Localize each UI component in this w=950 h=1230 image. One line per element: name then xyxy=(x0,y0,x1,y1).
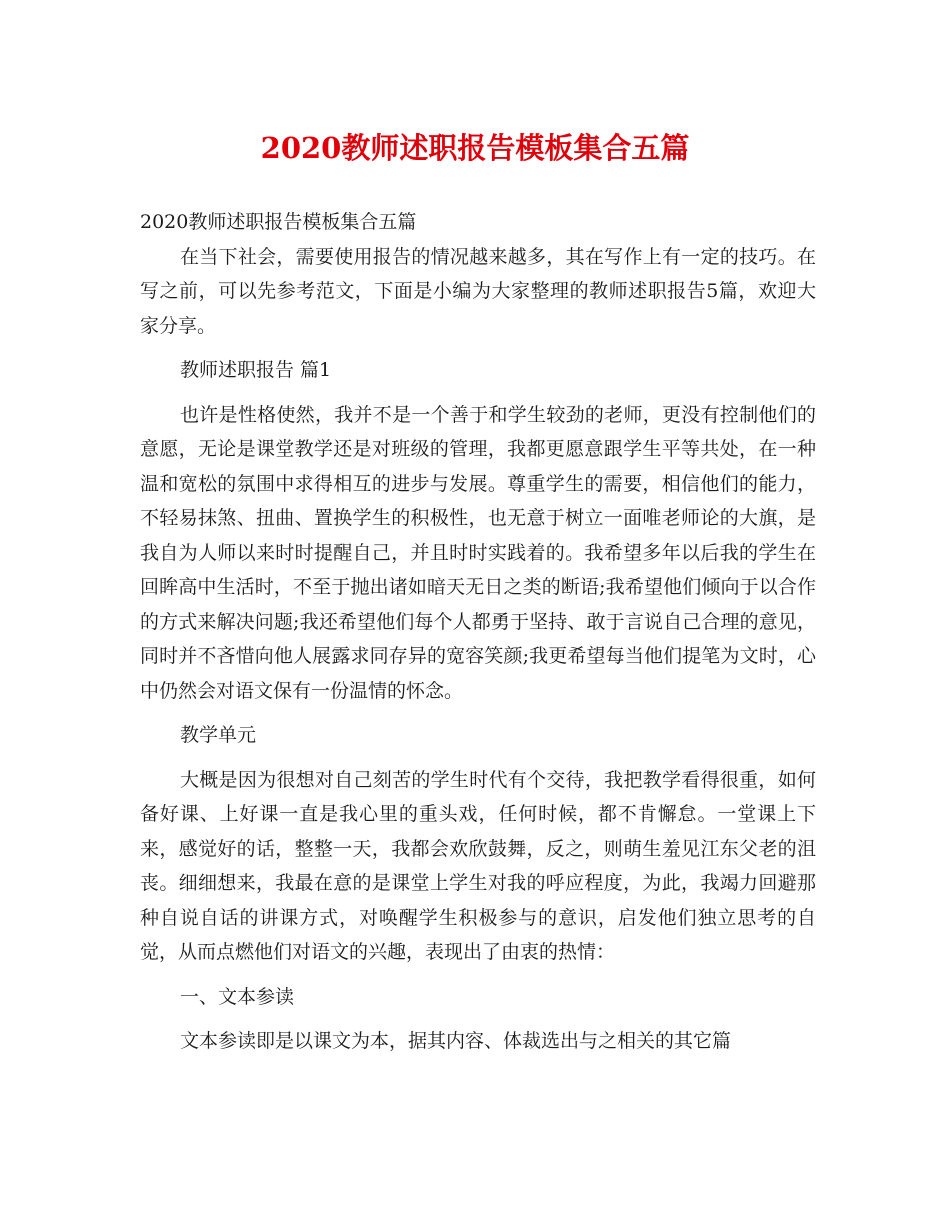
document-body xyxy=(140,205,816,1069)
body-paragraph-2: 大概是因为很想对自己刻苦的学生时代有个交待，我把教学看得很重，如何备好课、上好课一直是我心里的重头戏，任何时候，都不肯懈怠。一堂课上下来，感觉好的话，整整一天，我都会欢欣鼓舞，反之，则萌生羞见江东父老的沮丧。细细想来，我最在意的是课堂上学生对我的呼应程度，为此，我竭力回避那种自说自话的讲课方式，对唤醒学生积极参与的意识，启发他们独立思考的自觉，从而点燃他们对语文的兴趣，表现出了由衷的热情： xyxy=(140,768,816,963)
section-heading-1: 教师述职报告 篇1 xyxy=(180,359,332,381)
section-heading-text-reading: 一、文本参读 xyxy=(180,985,295,1008)
section-heading-teaching-unit: 教学单元 xyxy=(180,724,257,746)
body-paragraph-1: 也许是性格使然，我并不是一个善于和学生较劲的老师，更没有控制他们的意愿，无论是课堂教学还是对班级的管理，我都更愿意跟学生平等共处，在一种温和宽松的氛围中求得相互的进步与发展。尊重学生的需要，相信他们的能力，不轻易抹煞、扭曲、置换学生的积极性，也无意于树立一面唯老师论的大旗，是我自为人师以来时时提醒自己，并且时时实践着的。我希望多年以后我的学生在回眸高中生活时，不至于抛出诸如暗天无日之类的断语;我希望他们倾向于以合作的方式来解决问题;我还希望他们每个人都勇于坚持、敢于言说自己合理的意见，同时并不吝惜向他人展露求同存异的宽容笑颜;我更希望每当他们提笔为文时，心中仍然会对语文保有一份温情的怀念。 xyxy=(140,403,816,702)
subtitle-line: 2020教师述职报告模板集合五篇 xyxy=(140,211,417,233)
intro-paragraph: 在当下社会，需要使用报告的情况越来越多，其在写作上有一定的技巧。在写之前，可以先参考范文，下面是小编为大家整理的教师述职报告5篇，欢迎大家分享。 xyxy=(140,245,816,337)
document-title: 2020教师述职报告模板集合五篇 xyxy=(260,131,690,165)
body-paragraph-3: 文本参读即是以课文为本，据其内容、体裁选出与之相关的其它篇 xyxy=(180,1030,732,1052)
